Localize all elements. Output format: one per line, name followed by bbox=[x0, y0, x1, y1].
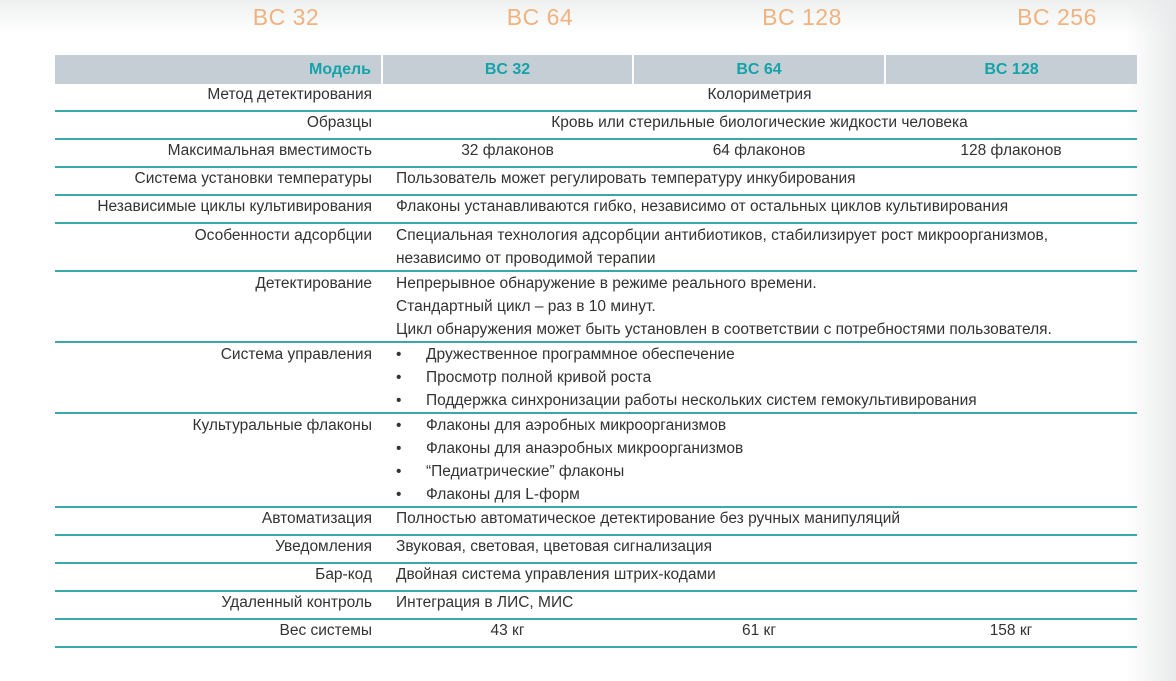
table-row bbox=[55, 619, 1137, 647]
row-value: Кровь или стерильные биологические жидкости человека bbox=[551, 114, 968, 131]
row-value: Полностью автоматическое детектирование без ручных манипуляций bbox=[396, 510, 901, 527]
table-row bbox=[55, 223, 1137, 271]
row-value: Двойная система управления штрих-кодами bbox=[396, 566, 716, 583]
row-value: 43 кг bbox=[490, 622, 525, 639]
row-value bbox=[382, 413, 1137, 507]
header-column: BC 64 bbox=[633, 55, 885, 84]
table-row bbox=[55, 271, 1137, 342]
table-row bbox=[55, 413, 1137, 507]
model-titles bbox=[0, 0, 1176, 36]
table-header-row bbox=[55, 55, 1137, 84]
row-label: Бар-код bbox=[315, 566, 372, 583]
bullet-list bbox=[396, 343, 1137, 412]
table-row bbox=[55, 111, 1137, 139]
value-line: Непрерывное обнаружение в режиме реального времени. bbox=[396, 275, 817, 292]
row-value: 61 кг bbox=[742, 622, 776, 639]
bullet-list bbox=[396, 414, 1137, 506]
row-value: 64 флаконов bbox=[712, 142, 806, 159]
list-item: • Флаконы для анаэробных микроорганизмов bbox=[396, 437, 1137, 460]
value-line: независимо от проводимой терапии bbox=[396, 250, 656, 267]
model-title: BC 256 bbox=[1017, 4, 1097, 30]
table-row bbox=[55, 591, 1137, 619]
list-item: • Флаконы для аэробных микроорганизмов bbox=[396, 414, 1137, 437]
row-label: Образцы bbox=[306, 114, 372, 131]
row-value: 32 флаконов bbox=[461, 142, 554, 159]
table-row bbox=[55, 563, 1137, 591]
model-title: BC 32 bbox=[252, 4, 320, 30]
list-item: • “Педиатрические” флаконы bbox=[396, 460, 1137, 483]
list-item: • Дружественное программное обеспечение bbox=[396, 343, 1137, 366]
row-value bbox=[382, 271, 1137, 342]
row-value: Звуковая, световая, цветовая сигнализация bbox=[396, 538, 712, 555]
row-label: Особенности адсорбции bbox=[194, 227, 372, 244]
header-column: BC 128 bbox=[885, 55, 1137, 84]
specifications-table bbox=[55, 55, 1137, 648]
model-title: BC 128 bbox=[762, 4, 842, 30]
row-value bbox=[382, 223, 1137, 271]
row-label: Автоматизация bbox=[261, 510, 372, 527]
row-label: Максимальная вместимость bbox=[167, 142, 372, 159]
row-label: Система установки температуры bbox=[134, 170, 372, 187]
row-label: Культуральные флаконы bbox=[192, 417, 372, 434]
row-label: Вес системы bbox=[279, 622, 372, 639]
row-value: 128 флаконов bbox=[960, 142, 1062, 159]
row-label: Детектирование bbox=[255, 275, 372, 292]
model-title: BC 64 bbox=[506, 4, 574, 30]
list-item: • Флаконы для L-форм bbox=[396, 483, 1137, 506]
header-column: BC 32 bbox=[382, 55, 633, 84]
table-row bbox=[55, 167, 1137, 195]
table-row bbox=[55, 195, 1137, 223]
row-value: 158 кг bbox=[989, 622, 1033, 639]
row-value: Интеграция в ЛИС, МИС bbox=[396, 594, 574, 611]
row-label: Независимые циклы культивирования bbox=[97, 198, 372, 215]
row-value: Колориметрия bbox=[707, 86, 812, 103]
row-value: Флаконы устанавливаются гибко, независимо от остальных циклов культивирования bbox=[396, 198, 1009, 215]
table-row bbox=[55, 139, 1137, 167]
row-label: Уведомления bbox=[275, 538, 372, 555]
table-row bbox=[55, 535, 1137, 563]
row-label: Удаленный контроль bbox=[221, 594, 372, 611]
table-row bbox=[55, 84, 1137, 111]
row-value bbox=[382, 342, 1137, 413]
row-label: Метод детектирования bbox=[207, 86, 372, 103]
value-line: Специальная технология адсорбции антибиотиков, стабилизирует рост микроорганизмов, bbox=[396, 227, 1049, 244]
value-line: Стандартный цикл – раз в 10 минут. bbox=[396, 298, 656, 315]
header-model-label: Модель bbox=[55, 55, 382, 84]
row-value: Пользователь может регулировать температуру инкубирования bbox=[396, 170, 856, 187]
value-line: Цикл обнаружения может быть установлен в соответствии с потребностями пользователя. bbox=[396, 321, 1052, 338]
list-item: • Просмотр полной кривой роста bbox=[396, 366, 1137, 389]
list-item: • Поддержка синхронизации работы нескольких систем гемокультивирования bbox=[396, 389, 1137, 412]
table-row bbox=[55, 507, 1137, 535]
row-label: Система управления bbox=[220, 346, 372, 363]
table-row bbox=[55, 342, 1137, 413]
